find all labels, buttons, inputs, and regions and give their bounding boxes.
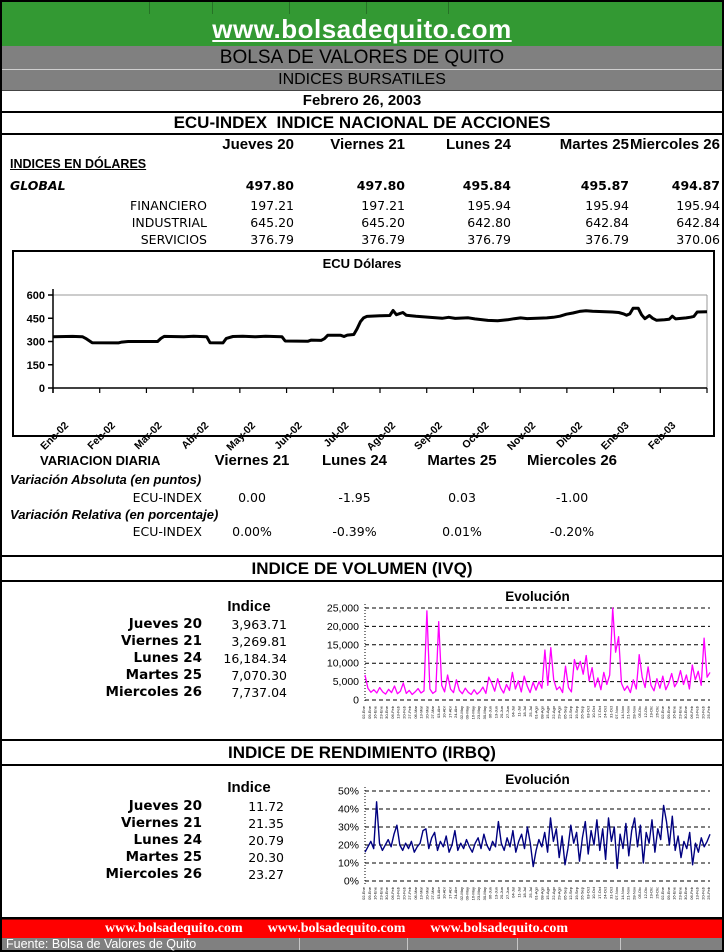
svg-text:150: 150 [26,359,45,372]
svg-text:14-Nov: 14-Nov [619,887,625,900]
cell: -0.39% [332,524,377,539]
grid-divider [289,2,290,14]
variacion-absoluta-label: Variación Absoluta (en puntos) [10,472,202,487]
svg-text:Mar-02: Mar-02 [132,419,165,453]
svg-text:22-Ago: 22-Ago [550,706,556,719]
ivq-row-value: 7,737.04 [231,685,287,700]
ivq-row-value: 16,184.34 [223,651,287,666]
svg-text:01-Ago: 01-Ago [533,706,539,719]
svg-text:29-Ago: 29-Ago [556,706,562,719]
svg-text:09-Ene: 09-Ene [665,706,671,719]
site-url-link[interactable]: www.bolsadequito.com [212,14,512,44]
irbq-row-label: Martes 25 [125,849,202,865]
footer-url-link[interactable]: www.bolsadequito.com [430,921,569,936]
svg-text:16-May: 16-May [470,887,476,901]
svg-text:20-Feb: 20-Feb [700,887,706,900]
svg-text:600: 600 [26,290,45,302]
svg-text:12-Dic: 12-Dic [642,887,648,899]
cell: 195.94 [467,198,511,213]
svg-text:23-Ene: 23-Ene [378,706,384,719]
svg-text:14-Nov: 14-Nov [619,706,625,719]
svg-text:30-May: 30-May [481,706,487,720]
cell: 195.94 [585,198,629,213]
svg-text:12-Dic: 12-Dic [642,706,648,718]
svg-text:26-Dic: 26-Dic [654,706,660,718]
svg-text:450: 450 [26,313,45,326]
svg-text:20-Jun: 20-Jun [499,706,504,719]
cell: 0.03 [448,490,476,505]
svg-text:01-Ago: 01-Ago [533,887,539,900]
svg-text:25-Feb: 25-Feb [706,706,711,719]
svg-text:30-Ene: 30-Ene [384,887,389,900]
svg-text:13-Jun: 13-Jun [493,706,499,719]
svg-text:18-Jul: 18-Jul [522,887,527,898]
svg-text:20-Mar: 20-Mar [424,887,430,900]
svg-text:31-Oct: 31-Oct [608,706,614,719]
irbq-row-value: 20.79 [248,833,284,848]
irbq-row-value: 21.35 [248,816,284,831]
ivq-row-value: 7,070.30 [231,668,287,683]
irbq-row-label: Lunes 24 [133,832,202,848]
source-text: Fuente: Bolsa de Valores de Quito [6,937,197,951]
svg-text:11-Jul: 11-Jul [516,706,522,717]
day-header: Lunes 24 [321,452,388,469]
svg-text:17-Abr: 17-Abr [447,706,453,719]
row-label: ECU-INDEX [132,524,202,539]
svg-text:Dic-02: Dic-02 [554,419,585,451]
svg-text:May-02: May-02 [224,419,258,454]
svg-text:Jun-02: Jun-02 [272,419,305,453]
svg-text:Ene-03: Ene-03 [598,419,632,453]
svg-text:40%: 40% [337,803,359,816]
ivq-row-label: Miercoles 26 [105,684,202,700]
svg-text:300: 300 [26,336,45,349]
table-row [2,215,722,231]
day-header: Miercoles 26 [629,136,720,153]
ecu-index-heading: ECU-INDEX INDICE NACIONAL DE ACCIONES [2,112,722,135]
row-label: INDUSTRIAL [131,215,207,230]
svg-text:08-Ago: 08-Ago [539,706,545,719]
table-row [2,177,722,194]
svg-text:22-Ago: 22-Ago [550,887,556,900]
irbq-row-value: 20.30 [248,850,284,865]
day-header: Viernes 21 [214,452,290,469]
svg-text:13-Mar: 13-Mar [418,706,424,719]
cell: 195.94 [676,198,720,213]
ivq-row-value: 3,963.71 [231,617,287,632]
svg-text:31-Oct: 31-Oct [608,887,614,900]
svg-text:09-Ene: 09-Ene [366,706,372,719]
cell: 642.84 [676,215,720,230]
svg-text:0: 0 [38,383,45,395]
svg-text:02-Ene: 02-Ene [660,887,665,900]
cell: 497.80 [245,178,294,193]
cell: 495.87 [580,178,629,193]
svg-text:13-Feb: 13-Feb [395,706,401,719]
svg-text:13-Feb: 13-Feb [694,887,700,900]
ivq-row-label: Martes 25 [125,667,202,683]
svg-text:13-Mar: 13-Mar [418,887,424,900]
irbq-row-value: 23.27 [248,867,284,882]
cell: 497.80 [356,178,405,193]
svg-text:06-Feb: 06-Feb [688,706,694,719]
svg-text:09-Ene: 09-Ene [366,887,372,900]
svg-text:Feb-02: Feb-02 [85,419,118,453]
ivq-row-value: 3,269.81 [231,634,287,649]
svg-text:30-Ene: 30-Ene [683,887,688,900]
svg-text:0: 0 [353,694,359,707]
svg-text:25-Jul: 25-Jul [527,706,533,717]
cell: 0.00% [232,524,272,539]
variacion-title: VARIACION DIARIA [40,453,161,468]
day-header: Jueves 20 [222,136,294,153]
svg-text:17-Oct: 17-Oct [596,887,602,900]
svg-text:16-Ene: 16-Ene [372,706,378,719]
grid-divider [299,938,300,950]
svg-text:Abr-02: Abr-02 [179,419,212,452]
irbq-section-title: INDICE DE RENDIMIENTO (IRBQ) [2,739,722,766]
svg-text:02-Ene: 02-Ene [660,706,665,719]
irbq-evolucion-chart [302,767,714,917]
irbq-row-label: Jueves 20 [128,798,202,814]
svg-text:10%: 10% [337,857,359,870]
grid-divider [448,2,449,14]
svg-text:29-Ago: 29-Ago [556,887,562,900]
variacion-absoluta-row [2,490,722,506]
svg-text:26-Dic: 26-Dic [654,887,660,899]
svg-text:23-May: 23-May [476,887,481,901]
svg-text:Evolución: Evolución [505,772,570,787]
svg-text:10-Abr: 10-Abr [441,706,447,719]
svg-text:10-Oct: 10-Oct [591,887,596,900]
table-row [2,198,722,214]
svg-text:27-Mar: 27-Mar [430,706,435,719]
svg-text:07-Nov: 07-Nov [614,706,619,719]
svg-text:10-Abr: 10-Abr [441,887,447,900]
svg-text:13-Jun: 13-Jun [493,887,499,900]
variacion-header-row [2,452,722,470]
svg-text:13-Feb: 13-Feb [694,706,700,719]
row-label: ECU-INDEX [132,490,202,505]
cell: 645.20 [361,215,405,230]
cell: 197.21 [361,198,405,213]
row-label: SERVICIOS [140,232,207,247]
svg-text:20-Feb: 20-Feb [700,706,706,719]
grid-divider [517,938,518,950]
svg-text:17-Oct: 17-Oct [596,706,602,719]
grid-divider [149,2,150,14]
svg-text:08-Ago: 08-Ago [539,887,545,900]
svg-text:27-Jun: 27-Jun [504,887,510,900]
svg-text:Ago-02: Ago-02 [364,419,399,454]
svg-text:06-Mar: 06-Mar [412,706,418,719]
cell: 642.80 [467,215,511,230]
svg-text:Oct-02: Oct-02 [459,419,492,452]
svg-text:0%: 0% [343,875,359,888]
svg-text:24-Oct: 24-Oct [602,706,608,719]
svg-text:16-May: 16-May [470,706,476,720]
svg-text:02-May: 02-May [458,887,464,901]
svg-text:Feb-03: Feb-03 [645,419,679,453]
cell: 494.87 [671,178,720,193]
svg-text:04-Jul: 04-Jul [510,887,516,898]
svg-text:20-Mar: 20-Mar [424,706,430,719]
svg-text:09-May: 09-May [464,706,470,720]
svg-text:15,000: 15,000 [326,639,359,652]
svg-text:25-Jul: 25-Jul [527,887,533,898]
svg-text:06-Mar: 06-Mar [412,887,418,900]
svg-text:23-May: 23-May [476,706,481,720]
cell: 197.21 [250,198,294,213]
svg-text:16-Ene: 16-Ene [671,706,677,719]
day-header: Martes 25 [427,452,497,469]
svg-text:24-Oct: 24-Oct [602,887,608,900]
row-label: GLOBAL [10,178,66,193]
grid-divider [620,938,621,950]
cell: -1.95 [338,490,371,505]
svg-text:20-Feb: 20-Feb [401,706,407,719]
svg-text:12-Sep: 12-Sep [568,887,573,900]
irbq-col-header: Indice [227,779,271,796]
grid-divider [407,938,408,950]
spacer [2,136,207,154]
footer-url-link[interactable]: www.bolsadequito.com [105,921,243,936]
svg-text:21-Nov: 21-Nov [625,887,631,900]
svg-text:27-Feb: 27-Feb [407,706,412,719]
svg-text:03-Oct: 03-Oct [585,887,591,900]
svg-text:03-Abr: 03-Abr [435,887,441,900]
footer-red-band [2,919,722,938]
svg-text:02-May: 02-May [458,706,464,720]
svg-text:5,000: 5,000 [332,676,359,689]
svg-text:18-Jul: 18-Jul [522,706,527,717]
svg-text:19-Dic: 19-Dic [648,887,654,899]
ivq-evolucion-chart [302,587,714,733]
svg-text:24-Abr: 24-Abr [453,706,458,719]
svg-text:25-Feb: 25-Feb [706,887,711,900]
svg-text:10-Oct: 10-Oct [591,706,596,719]
svg-text:26-Sep: 26-Sep [579,887,585,900]
svg-text:06-Jun: 06-Jun [487,706,493,719]
svg-text:06-Feb: 06-Feb [688,887,694,900]
cell: 376.79 [467,232,511,247]
svg-text:26-Sep: 26-Sep [579,706,585,719]
cell: 0.00 [238,490,266,505]
svg-text:04-Jul: 04-Jul [510,706,516,717]
svg-text:19-Sep: 19-Sep [573,887,579,900]
cell: 495.84 [462,178,511,193]
svg-text:23-Ene: 23-Ene [677,887,683,900]
ivq-row-label: Viernes 21 [121,633,202,649]
svg-text:Jul-02: Jul-02 [321,419,352,450]
irbq-row-label: Miercoles 26 [105,866,202,882]
svg-text:17-Abr: 17-Abr [447,887,453,900]
svg-text:30%: 30% [337,821,359,834]
cell: -0.20% [549,524,595,539]
svg-text:19-Sep: 19-Sep [573,706,579,719]
ivq-row-label: Lunes 24 [133,650,202,666]
svg-text:27-Mar: 27-Mar [430,887,435,900]
cell: 642.84 [585,215,629,230]
group-label: INDICES EN DÓLARES [10,157,147,171]
grid-divider [366,2,367,14]
table-row [2,232,722,248]
org-title: BOLSA DE VALORES DE QUITO [219,47,505,68]
svg-text:20%: 20% [337,839,359,852]
svg-text:05-Sep: 05-Sep [562,706,568,719]
irbq-row-label: Viernes 21 [121,815,202,831]
svg-text:05-Dic: 05-Dic [637,887,642,899]
svg-text:Ene-02: Ene-02 [38,419,72,453]
ivq-col-header: Indice [227,598,271,615]
cell: 645.20 [250,215,294,230]
ecu-dolares-chart [14,252,709,454]
svg-text:50%: 50% [337,785,359,798]
svg-text:27-Feb: 27-Feb [407,887,412,900]
svg-text:06-Feb: 06-Feb [389,706,395,719]
source-note [2,938,722,950]
svg-text:02-Ene: 02-Ene [361,706,366,719]
cell: 370.06 [676,232,720,247]
svg-text:30-Ene: 30-Ene [384,706,389,719]
ivq-section-title: INDICE DE VOLUMEN (IVQ) [2,555,722,582]
report-date: Febrero 26, 2003 [2,90,722,113]
svg-text:10,000: 10,000 [326,657,359,670]
cell: 376.79 [361,232,405,247]
section-title: INDICES BURSATILES [2,69,722,90]
svg-text:16-Ene: 16-Ene [671,887,677,900]
svg-text:24-Abr: 24-Abr [453,887,458,900]
day-header: Martes 25 [559,136,629,153]
grid-divider [212,2,213,14]
cell: 0.01% [442,524,482,539]
svg-text:12-Sep: 12-Sep [568,706,573,719]
svg-text:05-Dic: 05-Dic [637,706,642,718]
svg-text:19-Dic: 19-Dic [648,706,654,718]
day-header-row [2,136,722,154]
svg-text:09-Ene: 09-Ene [665,887,671,900]
svg-text:23-Ene: 23-Ene [378,887,384,900]
svg-text:21-Nov: 21-Nov [625,706,631,719]
svg-text:05-Sep: 05-Sep [562,887,568,900]
svg-text:Nov-02: Nov-02 [505,419,539,453]
cell: -1.00 [555,490,589,505]
svg-text:23-Ene: 23-Ene [677,706,683,719]
svg-text:02-Ene: 02-Ene [361,887,366,900]
svg-text:03-Abr: 03-Abr [435,706,441,719]
day-header: Lunes 24 [445,136,511,153]
svg-text:15-Ago: 15-Ago [545,887,550,900]
svg-text:Evolución: Evolución [505,589,570,604]
svg-text:30-Ene: 30-Ene [683,706,688,719]
variacion-relativa-label: Variación Relativa (en porcentaje) [10,507,219,522]
irbq-row-value: 11.72 [248,799,284,814]
svg-text:28-Nov: 28-Nov [631,887,637,900]
svg-text:16-Ene: 16-Ene [372,887,378,900]
svg-text:07-Nov: 07-Nov [614,887,619,900]
top-green-strip [2,2,722,14]
svg-text:30-May: 30-May [481,887,487,901]
svg-text:15-Ago: 15-Ago [545,706,550,719]
svg-text:25,000: 25,000 [326,602,359,615]
ivq-row-label: Jueves 20 [128,616,202,632]
svg-text:20,000: 20,000 [326,620,359,633]
footer-url-link[interactable]: www.bolsadequito.com [267,921,406,936]
ecu-chart-title: ECU Dólares [322,256,402,271]
svg-text:06-Jun: 06-Jun [487,887,493,900]
day-header: Miercoles 26 [526,452,618,469]
variacion-relativa-row [2,524,722,540]
svg-text:27-Jun: 27-Jun [504,706,510,719]
svg-text:11-Jul: 11-Jul [516,887,522,898]
svg-text:06-Feb: 06-Feb [389,887,395,900]
svg-text:13-Feb: 13-Feb [395,887,401,900]
svg-text:20-Feb: 20-Feb [401,887,407,900]
svg-text:20-Jun: 20-Jun [499,887,504,900]
svg-text:Sep-02: Sep-02 [411,419,445,453]
cell: 376.79 [585,232,629,247]
row-label: FINANCIERO [130,198,207,213]
svg-text:28-Nov: 28-Nov [631,706,637,719]
svg-text:03-Oct: 03-Oct [585,706,591,719]
cell: 376.79 [250,232,294,247]
day-header: Viernes 21 [330,136,405,153]
svg-text:09-May: 09-May [464,887,470,901]
